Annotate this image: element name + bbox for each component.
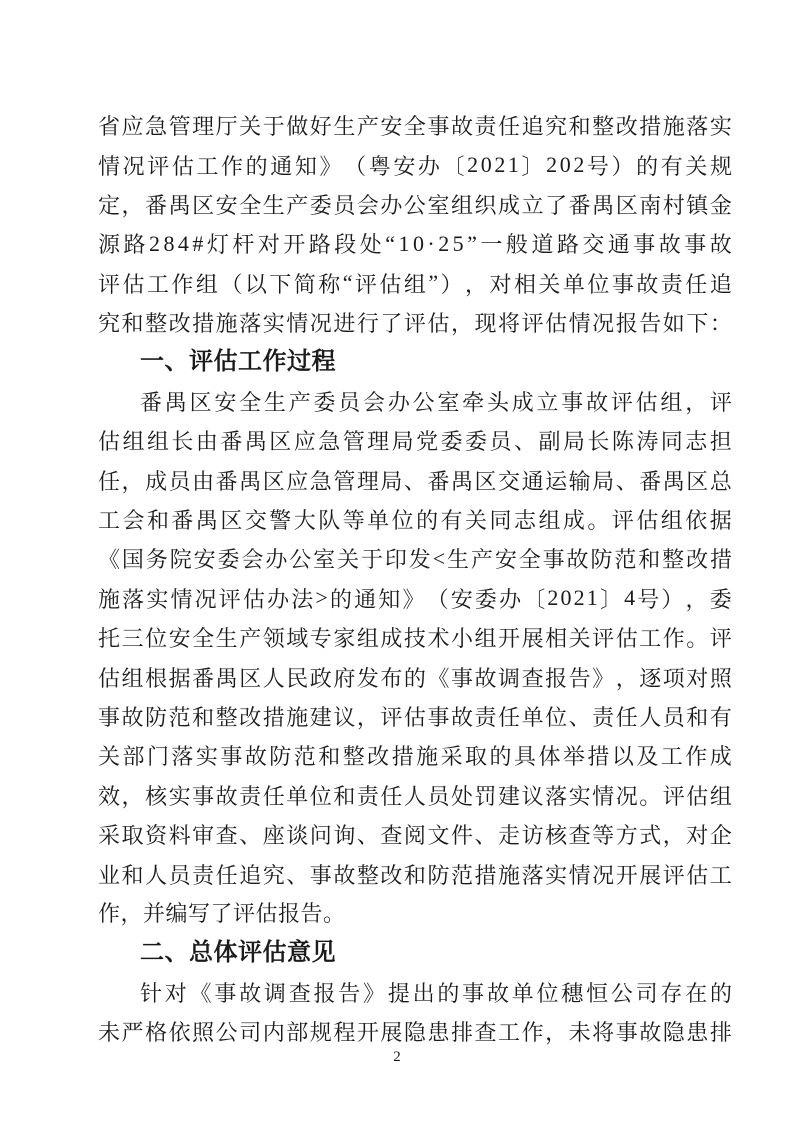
section-2 [98, 933, 732, 972]
text-line: 事 故 防 范 和 整 改 措 施 建 议 ， 评 估 事 故 责 任 单 位 、 责 任 人 员 和 有 [98, 705, 732, 731]
paragraph [98, 106, 732, 342]
text-line: 任 ， 成 员 由 番 禺 区 应 急 管 理 局 、 番 禺 区 交 通 运 输 局 、 番 禺 区 总 [98, 468, 732, 494]
section-1 [98, 342, 732, 381]
text-line: 效 ， 核 实 事 故 责 任 单 位 和 责 任 人 员 处 罚 建 议 落 实 情 况 。 评 估 组 [98, 783, 732, 809]
paragraph [98, 973, 732, 1052]
text-line: 估 组 组 长 由 番 禺 区 应 急 管 理 局 党 委 委 员 、 副 局 长 陈 涛 同 志 担 [98, 429, 732, 455]
text-line: 业 和 人 员 责 任 追 究 、 事 故 整 改 和 防 范 措 施 落 实 情 况 开 展 评 估 工 [98, 862, 732, 888]
page-number: 2 [393, 1049, 401, 1065]
text-line: 源 路 2 8 4 # 灯 杆 对 开 路 段 处 “ 1 0 · 2 5 ” 一 般 道 路 交 通 事 故 事 故 [98, 230, 732, 258]
text-line: 工 会 和 番 禺 区 交 警 大 队 等 单 位 的 有 关 同 志 组 成 。 评 估 组 依 据 [98, 508, 732, 534]
text-line: 评 估 工 作 组 （ 以 下 简 称 “ 评 估 组 ” ） ， 对 相 关 单 位 事 故 责 任 追 [98, 270, 732, 297]
text-line: 究 和 整 改 措 施 落 实 情 况 进 行 了 评 估 ， 现 将 评 估 情 况 报 告 如 下 ： [98, 311, 732, 337]
document-body [98, 106, 732, 1051]
text-line: 采 取 资 料 审 查 、 座 谈 问 询 、 查 阅 文 件 、 走 访 核 查 等 方 式 ， 对 企 [98, 823, 732, 849]
text-line: 未 严 格 依 照 公 司 内 部 规 程 开 展 隐 患 排 查 工 作 ， 未 将 事 故 隐 患 排 [98, 1020, 732, 1046]
text-line: 关 部 门 落 实 事 故 防 范 和 整 改 措 施 采 取 的 具 体 举 措 以 及 工 作 成 [98, 744, 732, 770]
text-line: 作，并编写了评估报告。 [98, 900, 346, 926]
text-line: 针 对 《 事 故 调 查 报 告 》 提 出 的 事 故 单 位 穗 恒 公 司 存 在 的 [140, 980, 732, 1006]
text-line: 定 ， 番 禺 区 安 全 生 产 委 员 会 办 公 室 组 织 成 立 了 番 禺 区 南 村 镇 金 [98, 192, 732, 218]
paragraph [98, 382, 732, 933]
section-heading-evaluation-process: 一、评估工作过程 [140, 348, 336, 376]
text-line: 情 况 评 估 工 作 的 通 知 》 （ 粤 安 办 〔 2 0 2 1 〕 2 0 2 号 ） 的 有 关 规 [98, 152, 732, 179]
text-line: 施 落 实 情 况 评 估 办 法 > 的 通 知 》 （ 安 委 办 〔 2 0 2 1 〕 4 号 ） ， 委 [98, 585, 732, 612]
text-line: 托 三 位 安 全 生 产 领 域 专 家 组 成 技 术 小 组 开 展 相 关 评 估 工 作 。 评 [98, 626, 732, 652]
text-line: 番 禺 区 安 全 生 产 委 员 会 办 公 室 牵 头 成 立 事 故 评 估 组 ， 评 [140, 389, 732, 415]
text-line: 估 组 根 据 番 禺 区 人 民 政 府 发 布 的 《 事 故 调 查 报 告 》 ， 逐 项 对 照 [98, 665, 732, 691]
text-line: 省 应 急 管 理 厅 关 于 做 好 生 产 安 全 事 故 责 任 追 究 和 整 改 措 施 落 实 [98, 114, 732, 140]
text-line: 《 国 务 院 安 委 会 办 公 室 关 于 印 发 < 生 产 安 全 事 故 防 范 和 整 改 措 [98, 545, 732, 573]
section-heading-overall-opinion: 二、总体评估意见 [140, 939, 336, 967]
